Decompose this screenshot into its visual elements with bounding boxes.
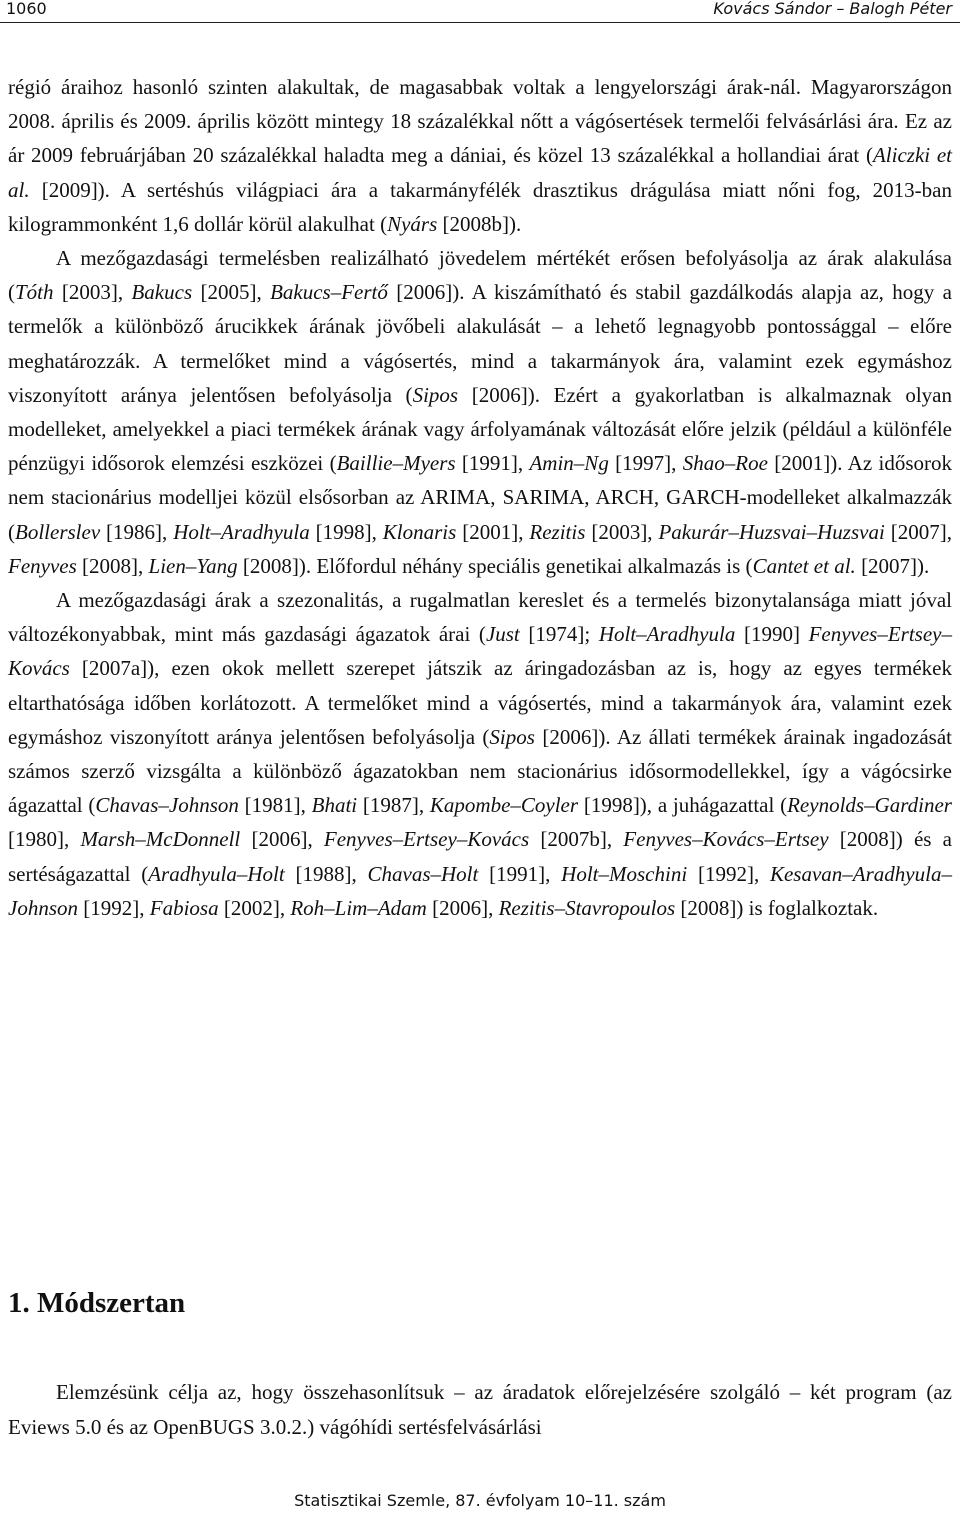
text-run: [1992],: [687, 861, 770, 886]
citation-author: Shao–Roe: [682, 451, 768, 476]
text-run: [1988],: [284, 861, 368, 886]
text-run: [1986],: [100, 519, 174, 544]
citation-author: Kesavan–Aradhyula–Johnson: [8, 861, 952, 920]
citation-author: Kapombe–Coyler: [429, 793, 579, 818]
citation-author: Chavas–Holt: [367, 861, 479, 886]
citation-author: Fenyves: [8, 553, 77, 578]
text-run: [1980],: [8, 827, 81, 852]
citation-author: Reynolds–Gardiner: [787, 793, 952, 818]
body-paragraph: [8, 241, 952, 583]
text-run: [2001]). Az idősorok nem stacionárius modelljei közül elsősorban az ARIMA, SARIMA, ARCH, GARCH-modelleket alkalmazzák (: [8, 451, 952, 544]
body-paragraph: [8, 583, 952, 925]
citation-author: Holt–Aradhyula: [598, 622, 736, 647]
text-run: [1974];: [519, 622, 599, 647]
citation-author: Klonaris: [382, 519, 457, 544]
text-run: [2008]). Előfordul néhány speciális genetikai alkalmazás is (: [237, 553, 753, 578]
text-run: [2006]). Ezért a gyakorlatban is alkalmaznak olyan modelleket, amelyekkel a piaci termékek árának vagy árfolyamának változását előre jelzik (például a különféle pénzügyi idősorok elemzési eszközei (: [8, 382, 952, 476]
citation-author: Aradhyula–Holt: [148, 861, 285, 886]
citation-author: Fenyves–Ertsey–Kovács: [323, 827, 530, 852]
body-paragraph: [8, 70, 952, 241]
method-paragraph: Elemzésünk célja az, hogy összehasonlítsuk – az áradatok előrejelzésére szolgáló – két program (az Eviews 5.0 és az OpenBUGS 3.0.2.) vágóhídi sertésfelvásárlási: [8, 1380, 952, 1439]
text-run: [1990]: [735, 622, 809, 647]
text-run: [2008]) is foglalkoztak.: [675, 895, 879, 920]
section-heading: 1. Módszertan: [8, 1287, 186, 1319]
citation-author: Chavas–Johnson: [95, 793, 239, 818]
citation-author: Marsh–McDonnell: [80, 827, 241, 852]
method-section-text: [8, 1375, 952, 1444]
text-run: [2007a]), ezen okok mellett szerepet játszik az áringadozásban az is, hogy az egyes termékek eltarthatósága időben korlátozott. A termelőket mind a vágósertés, mind a takarmányok ára, valamint ezek egymáshoz viszonyított aránya jelentősen befolyásolja (: [8, 656, 952, 749]
citation-author: Aliczki et al.: [8, 143, 952, 202]
citation-author: Rezitis–Stavropoulos: [498, 895, 676, 920]
text-run: [2005],: [192, 280, 271, 305]
text-run: [1987],: [357, 793, 430, 818]
text-run: [1998]), a juhágazattal (: [578, 793, 788, 818]
citation-author: Fabiosa: [149, 895, 219, 920]
citation-author: Cantet et al.: [752, 553, 856, 578]
text-run: [1991],: [455, 451, 530, 476]
citation-author: Roh–Lim–Adam: [290, 895, 427, 920]
text-run: [2002],: [218, 895, 291, 920]
text-run: [2006]). Az állati termékek árainak ingadozását számos szerző vizsgálta a különböző ágazatokban nem stacionárius idősormodellekkel, így a vágócsirke ágazattal (: [8, 724, 952, 818]
text-run: [1981],: [238, 793, 312, 818]
text-run: A mezőgazdasági árak a szezonalitás, a rugalmatlan kereslet és a termelés bizonytalansága miatt jóval változékonyabbak, mint más gazdasági ágazatok árai (: [8, 588, 952, 647]
citation-author: Bakucs–Fertő: [270, 280, 388, 305]
text-run: régió áraihoz hasonló szinten alakultak, de magasabbak voltak a lengyelországi árak-nál. Magyarországon 2008. április és 2009. április között mintegy 18 százalékkal nőtt a vágósertések termelői felvásárlási ára. Ez az ár 2009 februárjában 20 százalékkal haladta meg a dániai, és közel 13 százalékkal a hollandiai árat (: [8, 75, 952, 168]
citation-author: Bakucs: [131, 280, 193, 305]
running-header: [0, 0, 960, 23]
citation-author: Holt–Moschini: [561, 861, 688, 886]
citation-author: Bollerslev: [15, 519, 101, 544]
citation-author: Pakurár–Huzsvai–Huzsvai: [658, 519, 885, 544]
text-run: A mezőgazdasági termelésben realizálható jövedelem mértékét erősen befolyásolja az árak alakulása (: [8, 246, 952, 305]
citation-author: Rezitis: [529, 519, 586, 544]
citation-author: Baillie–Myers: [336, 451, 456, 476]
citation-author: Just: [485, 622, 520, 647]
text-run: [1998],: [309, 519, 383, 544]
citation-author: Sipos: [489, 724, 535, 749]
text-run: [2009]). A sertéshús világpiaci ára a takarmányfélék drasztikus drágulása miatt nőni fog, 2013-ban kilogrammonként 1,6 dollár körül alakulhat (: [8, 177, 952, 236]
citation-author: Fenyves–Kovács–Ertsey: [623, 827, 829, 852]
text-run: [2006],: [426, 895, 499, 920]
citation-author: Holt–Aradhyula: [173, 519, 310, 544]
running-header-authors: Kovács Sándor – Balogh Péter: [713, 0, 952, 18]
citation-author: Sipos: [412, 382, 459, 407]
text-run: [1992],: [78, 895, 150, 920]
text-run: [2001],: [456, 519, 530, 544]
citation-author: Bhati: [311, 793, 358, 818]
text-run: [2007],: [884, 519, 952, 544]
text-run: [2003],: [53, 280, 132, 305]
citation-author: Amin–Ng: [529, 451, 609, 476]
text-run: [2008]) és a sertéságazattal (: [8, 827, 952, 886]
citation-author: Tóth: [15, 280, 54, 305]
text-run: [2008b]).: [437, 211, 522, 236]
text-run: [1997],: [608, 451, 683, 476]
citation-author: Fenyves–Ertsey–Kovács: [8, 622, 952, 681]
text-run: [2003],: [585, 519, 659, 544]
text-run: [2008],: [76, 553, 149, 578]
journal-footer: Statisztikai Szemle, 87. évfolyam 10–11. szám: [294, 1491, 666, 1510]
text-run: [2007]).: [855, 553, 930, 578]
text-run: [2007b],: [529, 827, 624, 852]
page-number: 1060: [6, 0, 47, 18]
citation-author: Nyárs: [387, 211, 438, 236]
citation-author: Lien–Yang: [148, 553, 238, 578]
body-text: [8, 70, 952, 925]
text-run: [2006]). A kiszámítható és stabil gazdálkodás alapja az, hogy a termelők a különböző árucikkek árának jövőbeli alakulását – a lehető legnagyobb pontossággal – előre meghatározzák. A termelőket mind a vágósertés, mind a takarmányok ára, valamint ezek egymáshoz viszonyított aránya jelentősen befolyásolja (: [8, 280, 952, 407]
text-run: [2006],: [240, 827, 324, 852]
text-run: [1991],: [478, 861, 562, 886]
